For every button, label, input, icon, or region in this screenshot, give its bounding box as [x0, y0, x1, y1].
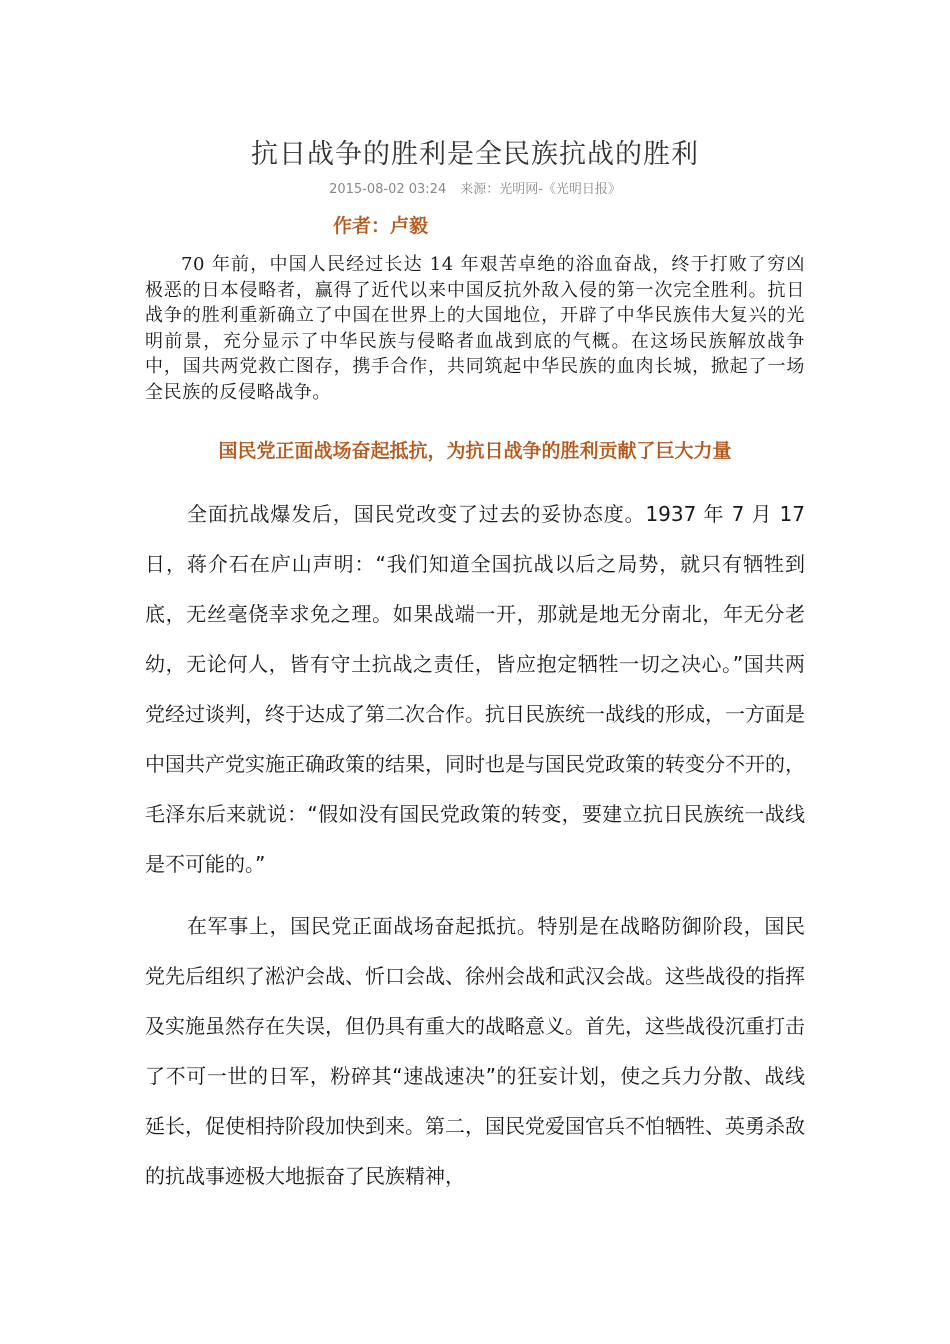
article-meta — [0, 178, 950, 197]
publish-date: 2015-08-02 03:24 — [329, 182, 447, 197]
body-paragraph-1: 全面抗战爆发后，国民党改变了过去的妥协态度。1937 年 7 月 17 日，蒋介石在庐山声明：“我们知道全国抗战以后之局势，就只有牺牲到底，无丝毫侥幸求免之理。如果战端一开，那就是地无分南北，年无分老幼，无论何人，皆有守土抗战之责任，皆应抱定牺牲一切之决心。”国共两党经过谈判，终于达成了第二次合作。抗日民族统一战线的形成，一方面是中国共产党实施正确政策的结果，同时也是与国民党政策的转变分不开的，毛泽东后来就说：“假如没有国民党政策的转变，要建立抗日民族统一战线是不可能的。” — [145, 502, 805, 876]
section-heading: 国民党正面战场奋起抵抗，为抗日战争的胜利贡献了巨大力量 — [218, 440, 732, 462]
body-paragraph-2: 在军事上，国民党正面战场奋起抵抗。特别是在战略防御阶段，国民党先后组织了淞沪会战、忻口会战、徐州会战和武汉会战。这些战役的指挥及实施虽然存在失误，但仍具有重大的战略意义。首先，这些战役沉重打击了不可一世的日军，粉碎其“速战速决”的狂妄计划，使之兵力分散、战线延长，促使相持阶段加快到来。第二，国民党爱国官兵不怕牺牲、英勇杀敌的抗战事迹极大地振奋了民族精神， — [145, 914, 805, 1188]
article-source: 来源：光明网-《光明日报》 — [460, 182, 621, 197]
article-title: 抗日战争的胜利是全民族抗战的胜利 — [251, 139, 699, 170]
article-author: 作者：卢毅 — [333, 215, 429, 237]
intro-paragraph: 70 年前，中国人民经过长达 14 年艰苦卓绝的浴血奋战，终于打败了穷凶极恶的日本侵略者，赢得了近代以来中国反抗外敌入侵的第一次完全胜利。抗日战争的胜利重新确立了中国在世界上的大国地位，开辟了中华民族伟大复兴的光明前景，充分显示了中华民族与侵略者血战到底的气概。在这场民族解放战争中，国共两党救亡图存，携手合作，共同筑起中华民族的血肉长城，掀起了一场全民族的反侵略战争。 — [145, 254, 805, 403]
